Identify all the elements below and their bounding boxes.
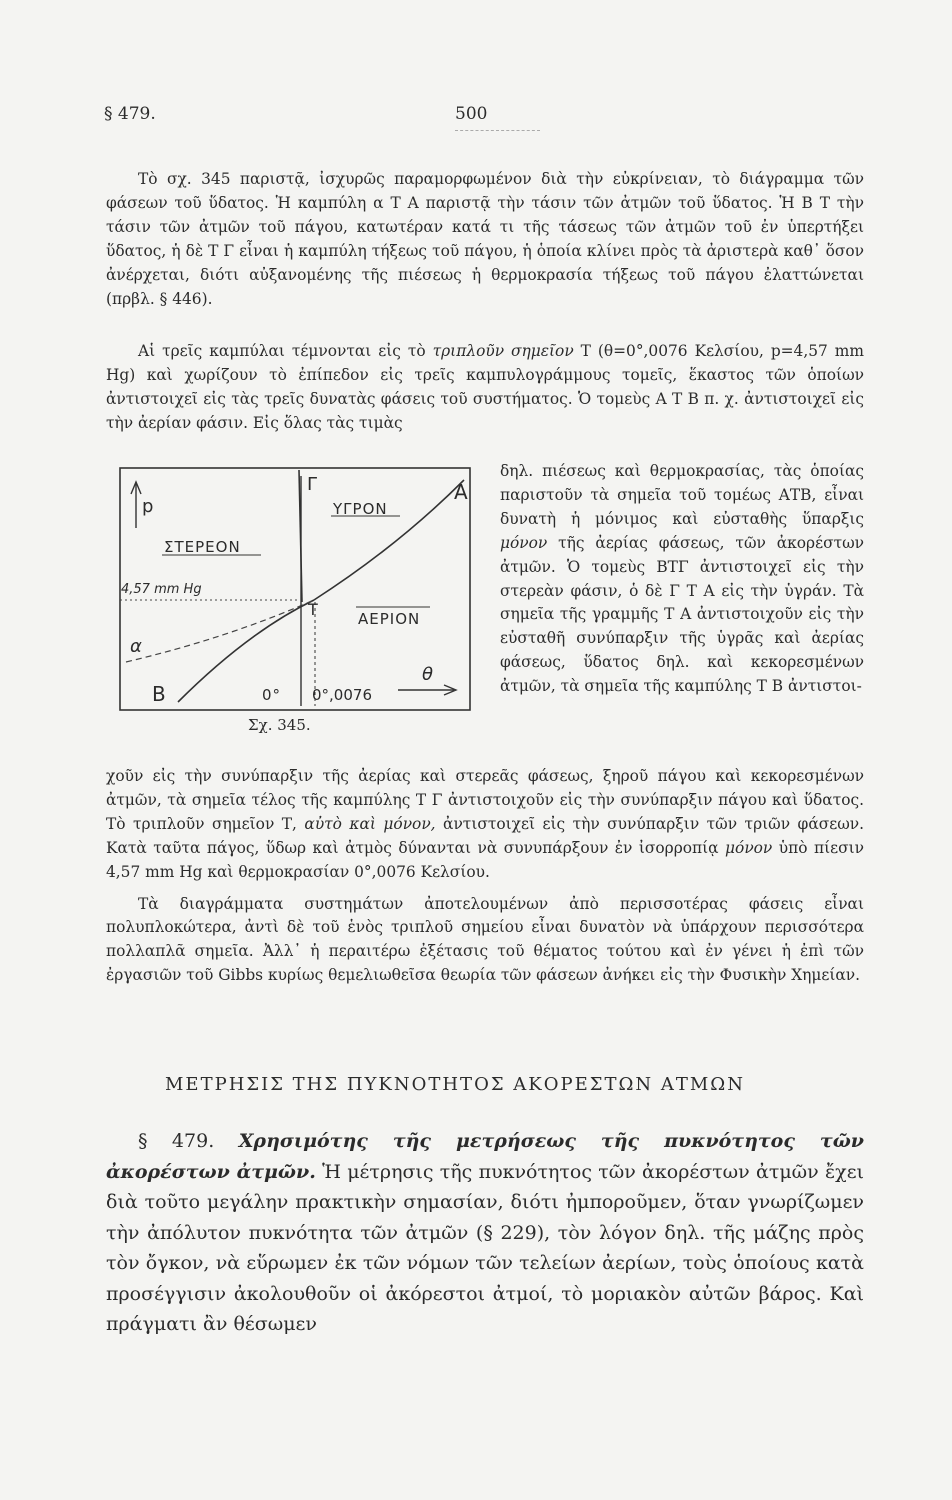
section-479-title: Χρησιμότης τῆς μετρήσεως τῆς πυκνότητος τῶν ἀκορέστων ἀτμῶν. [106,1130,864,1183]
paragraph-block-2 [106,340,864,436]
zero-degree-label: 0° [262,686,282,704]
paragraph-4-part-1: χοῦν εἰς τὴν συνύπαρξιν τῆς ἀερίας καὶ στερεᾶς φάσεως, ξηροῦ πάγου καὶ κεκορεσμένων ἀτμῶν, τὰ σημεῖα τέλος τῆς καμπύλης Τ Γ ἀντιστοιχοῦν εἰς τὴν συνύπαρξιν πάγου καὶ ὕδατος. Τὸ τριπλοῦν σημεῖον Τ, [106,767,864,833]
section-479-paragraph [106,1126,864,1340]
paragraph-1: Τὸ σχ. 345 παριστᾷ, ἰσχυρῶς παραμορφωμένον διὰ τὴν εὐκρίνειαν, τὸ διάγραμμα τῶν φάσεων τοῦ ὕδατος. Ἡ καμπύλη α Τ Α παριστᾷ τὴν τάσιν τῶν ἀτμῶν τοῦ ὕδατος. Ἡ Β Τ τὴν τάσιν τῶν ἀτμῶν τοῦ πάγου, κατωτέραν κατά τι τῆς τάσεως τῶν ἀτμῶν τοῦ ἐν ὑπερτήξει ὕδατος, ἡ δὲ Τ Γ εἶναι ἡ καμπύλη τήξεως τοῦ πάγου, ἡ ὁποία κλίνει πρὸς τὰ ἀριστερὰ καθ᾽ ὅσον ἀνέρχεται, διότι αὐξανομένης τῆς πιέσεως ἡ θερμοκρασία τήξεως τοῦ πάγου ἐλαττώνεται (πρβλ. § 446). [106,170,864,308]
point-A-label: A [454,480,469,504]
alpha-label: α [130,636,143,657]
phase-diagram-figure [118,466,488,748]
solid-region-label: ΣΤΕΡΕΟΝ [164,538,241,556]
curve-TB-sublimation [178,600,314,702]
triple-point-T-label: T [308,600,319,619]
paragraph-3-after: τῆς ἀερίας φάσεως, τῶν ἀκορέστων ἀτμῶν. Ὁ τομεὺς ΒΤΓ ἀντιστοιχεῖ εἰς τὴν στερεὰν φάσιν, ὁ δὲ Γ Τ Α εἰς τὴν ὑγράν. Τὰ σημεῖα τῆς γραμμῆς Τ Α ἀντιστοιχοῦν εἰς τὴν εὐσταθῆ συνύπαρξιν τῆς ὑγρᾶς καὶ ἀερίας φάσεως, ὕδατος δηλ. καὶ κεκορεσμένων ἀτμῶν, τὰ σημεῖα τῆς καμπύλης Τ Β ἀντιστοι- [500,533,864,696]
page-header [0,104,952,134]
paragraph-2-before: Αἱ τρεῖς καμπύλαι τέμνονται εἰς τὸ [138,342,433,360]
section-marker: § 479. [104,104,156,124]
point-B-label: B [152,682,167,706]
paragraph-3 [500,460,864,699]
theta-axis-label: θ [422,664,435,685]
paragraph-3-before: δηλ. πιέσεως καὶ θερμοκρασίας, τὰς ὁποίας παριστοῦν τὰ σημεῖα τοῦ τομέως ΑΤΒ, εἶναι δυνατὴ ἡ μόνιμος καὶ εὐσταθὴς ὕπαρξις [500,462,864,528]
section-heading: ΜΕΤΡΗΣΙΣ ΤΗΣ ΠΥΚΝΟΤΗΤΟΣ ΑΚΟΡΕΣΤΩΝ ΑΤΜΩΝ [165,1074,745,1095]
figure-caption: Σχ. 345. [248,716,311,734]
section-479 [106,1126,864,1340]
paragraph-block-4 [106,765,864,988]
liquid-region-label: ΥΓΡΟΝ [333,500,388,518]
paragraph-4-emphasis-1: αὐτὸ καὶ μόνον, [304,814,436,833]
section-479-body: Ἡ μέτρησις τῆς πυκνότητος τῶν ἀκορέστων ἀτμῶν ἔχει διὰ τοῦτο μεγάλην πρακτικὴν σημασίαν, διότι ἠμποροῦμεν, ὅταν γνωρίζωμεν τὴν ἀπόλυτον πυκνότητα τῶν ἀτμῶν (§ 229), τὸν λόγον δηλ. τῆς μάζης πρὸς τὸν ὄγκον, νὰ εὕρωμεν ἐκ τῶν νόμων τῶν τελείων ἀερίων, τοὺς ὁποίους κατὰ προσέγγισιν ἀκολουθοῦν οἱ ἀκόρεστοι ἀτμοί, τὸ μοριακὸν αὐτῶν βάρος. Καὶ πράγματι ἂν θέσωμεν [106,1160,864,1335]
point-Gamma-label: Γ [307,474,319,495]
header-rule [455,130,540,131]
paragraph-block-1 [106,168,864,311]
gas-region-label: ΑΕΡΙΟΝ [358,610,421,628]
pressure-label: 4,57 mm Hg [121,582,202,597]
paragraph-4-emphasis-2: μόνον [725,838,773,857]
p-axis-label: p [142,496,155,517]
paragraph-5: Τὰ διαγράμματα συστημάτων ἀποτελουμένων ἀπὸ περισσοτέρας φάσεις εἶναι πολυπλοκώτερα, ἀντὶ δὲ τοῦ ἑνὸς τριπλοῦ σημείου εἶναι δυνατὸν νὰ ὑπάρχουν περισσότερα πολλαπλᾶ σημεῖα. Ἀλλ᾽ ἡ περαιτέρω ἐξέτασις τοῦ θέματος τούτου καὶ ἐν γένει ἡ ἐπὶ τῶν ἐργασιῶν τοῦ Gibbs κυρίως θεμελιωθεῖσα θεωρία τῶν φάσεων ἀνήκει εἰς τὴν Φυσικὴν Χημείαν. [106,894,864,985]
page-number: 500 [455,104,488,124]
curve-TA-vaporization [314,480,464,600]
paragraph-4 [106,765,864,885]
paragraph-3-emphasis: μόνον [500,533,548,552]
section-479-number: § 479. [138,1130,215,1152]
paragraph-4-part-3: ὑπὸ πίεσιν 4,57 mm Hg καὶ θερμοκρασίαν 0°,0076 Κελσίου. [106,838,864,881]
paragraph-4-part-2: ἀντιστοιχεῖ εἰς τὴν συνύπαρξιν τῶν τριῶν φάσεων. Κατὰ ταῦτα πάγος, ὕδωρ καὶ ἀτμὸς δύνανται νὰ συνυπάρξουν ἐν ἰσορροπίᾳ [106,814,864,857]
paragraph-block-3 [500,460,864,699]
paragraph-2 [106,340,864,436]
triple-temperature-label: 0°,0076 [312,686,372,704]
curve-alpha-T-supercooled [126,600,314,662]
paragraph-2-emphasis: τριπλοῦν σημεῖον [432,342,574,360]
paragraph-2-after: Τ (θ=0°,0076 Κελσίου, p=4,57 mm Hg) καὶ χωρίζουν τὸ ἐπίπεδον εἰς τρεῖς καμπυλογράμμους τομεῖς, ἕκαστος τῶν ὁποίων ἀντιστοιχεῖ εἰς τὰς τρεῖς δυνατὰς φάσεις τοῦ συστήματος. Ὁ τομεὺς Α Τ Β π. χ. ἀντιστοιχεῖ εἰς τὴν ἀερίαν φάσιν. Εἰς ὅλας τὰς τιμὰς [106,342,864,432]
